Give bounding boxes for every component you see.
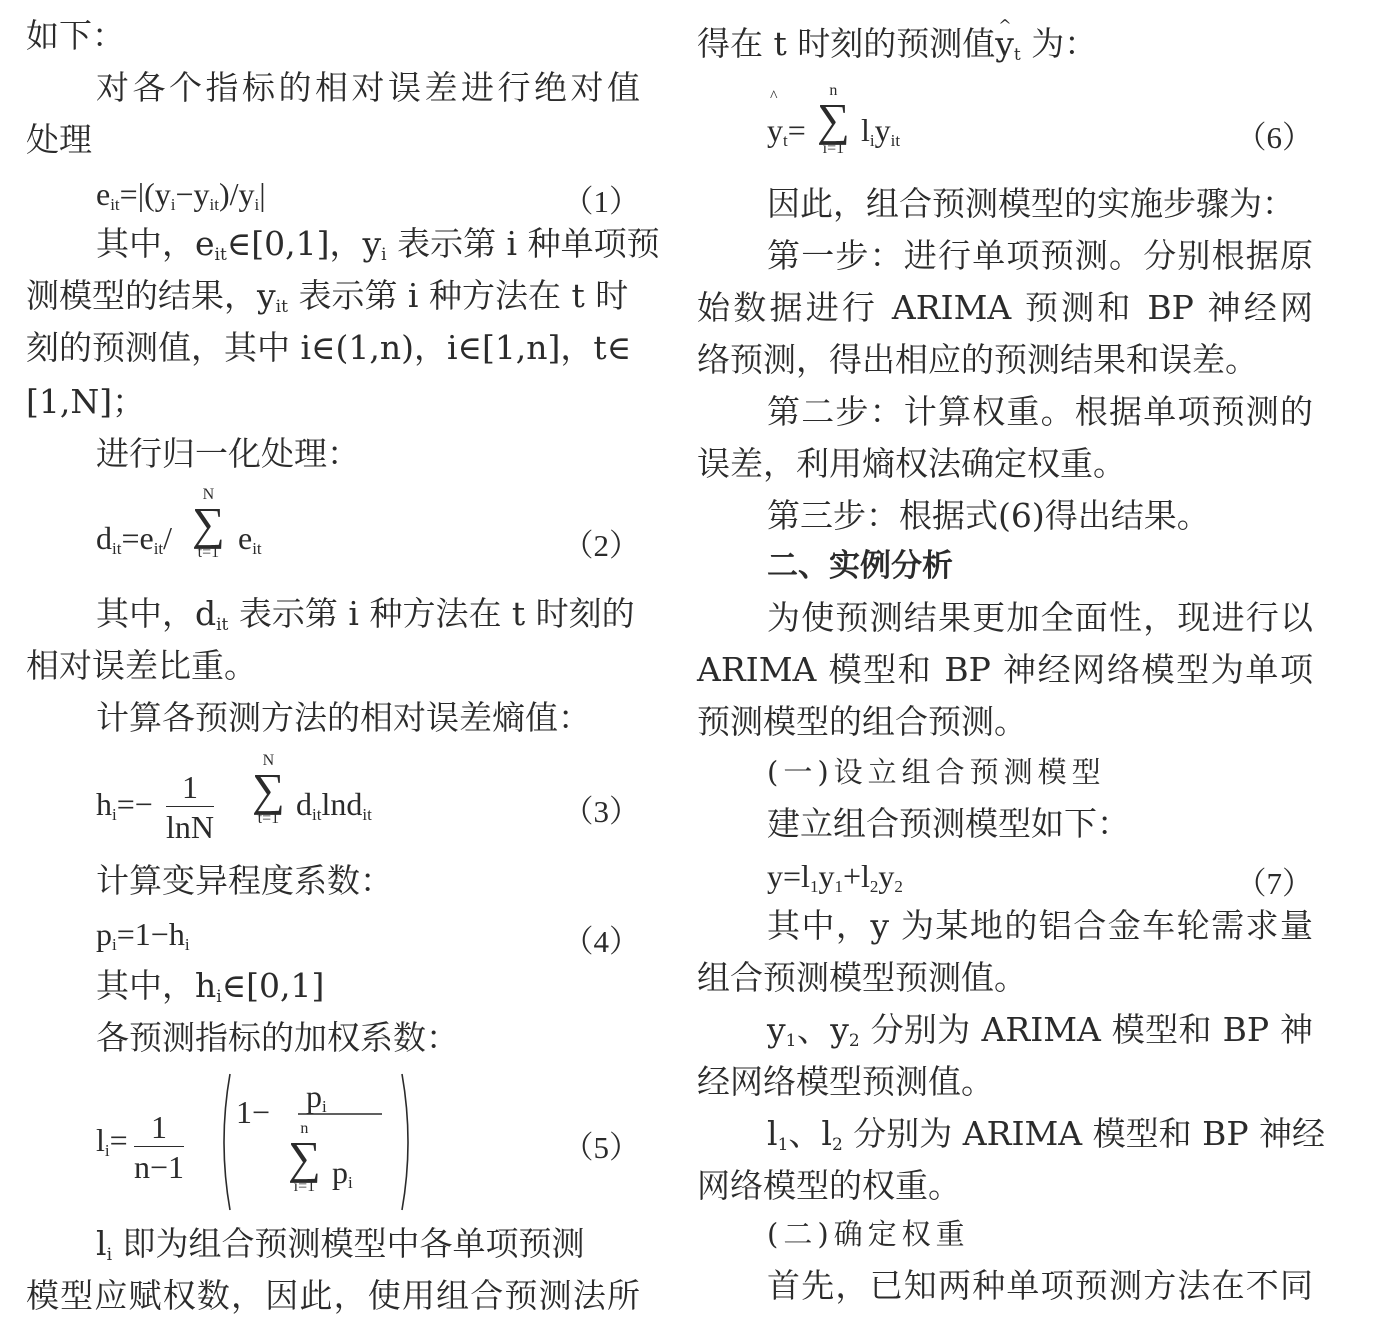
text-line: 第三步：根据式(6)得出结果。 — [767, 496, 1210, 535]
equation-4: $p_i=1-h_i$ （4） — [96, 916, 640, 959]
text-line: 计算各预测方法的相对误差熵值： — [96, 698, 591, 737]
equation-2: $d_{it}=e_{it}/$ N ∑ t=1 $e_{it}$ （2） — [96, 486, 640, 563]
text-line: 进行归一化处理： — [96, 434, 360, 473]
text-line: 刻的预测值，其中 i∈(1,n)，i∈[1,n]，t∈ — [26, 328, 632, 367]
equation-number: （1） — [562, 184, 640, 219]
text-line: 络预测，得出相应的预测结果和误差。 — [697, 340, 1258, 379]
equation-5: $l_i=$ $\frac{1}{n-1}$ 1− $p_i$ n ∑ i=1 $p_i$ （5） — [26, 1070, 640, 1215]
text-line: 其中，$e_{it}\in[0,1]$，$y_i$ 表示第 i 种单项预 — [96, 224, 660, 265]
text-line: 首先，已知两种单项预测方法在不同 — [767, 1266, 1313, 1305]
equation-number: （2） — [562, 528, 640, 563]
equation-number: （4） — [562, 924, 640, 959]
subsection-heading: (二)确定权重 — [767, 1217, 970, 1251]
text-line: 第二步：计算权重。根据单项预测的 — [767, 392, 1313, 431]
text-line: 相对误差比重。 — [26, 646, 257, 685]
text-line: [1,N]； — [26, 382, 146, 421]
text-line: ARIMA 模型和 BP 神经网络模型为单项 — [697, 650, 1313, 689]
text-line: 网络模型的权重。 — [697, 1166, 961, 1205]
text-line: $l_i$ 即为组合预测模型中各单项预测 — [96, 1224, 585, 1265]
text-line: 对各个指标的相对误差进行绝对值 — [96, 68, 640, 107]
equation-1: $e_{it}=|(y_i-y_{it})/y_i|$ （1） — [96, 176, 640, 219]
text-line: 模型应赋权数，因此，使用组合预测法所 — [26, 1276, 640, 1315]
equation-number: （7） — [1235, 866, 1313, 901]
text-line: 误差，利用熵权法确定权重。 — [697, 444, 1126, 483]
equation-3: $h_i=-$ $\frac{1}{\ln N}$ N ∑ t=1 $d_{it}\ln d_{it}$ （3） — [96, 752, 640, 845]
text-line: 因此，组合预测模型的实施步骤为： — [767, 184, 1295, 223]
equation-number: （5） — [562, 1130, 640, 1165]
equation-number: （6） — [1235, 120, 1313, 155]
text-line: 其中，$d_{it}$ 表示第 i 种方法在 t 时刻的 — [96, 594, 635, 635]
text-line: 第一步：进行单项预测。分别根据原 — [767, 236, 1313, 275]
subsection-heading: (一)设立组合预测模型 — [767, 755, 1106, 789]
text-line: 处理 — [26, 120, 92, 159]
text-line: 组合预测模型预测值。 — [697, 958, 1027, 997]
text-line: 如下： — [26, 16, 125, 55]
text-line: 始数据进行 ARIMA 预测和 BP 神经网 — [697, 288, 1313, 327]
text-line: 预测模型的组合预测。 — [697, 702, 1027, 741]
text-line: 其中，$h_i\in[0,1]$ — [96, 966, 325, 1007]
text-line: 建立组合预测模型如下： — [767, 804, 1130, 843]
section-heading: 二、实例分析 — [767, 548, 953, 584]
text-line: 得在 t 时刻的预测值^ $y_t$ 为： — [697, 18, 1313, 70]
text-line: 测模型的结果，$y_{it}$ 表示第 i 种方法在 t 时 — [26, 276, 629, 317]
text-line: 其中，y 为某地的铝合金车轮需求量 — [767, 906, 1313, 945]
equation-number: （3） — [562, 794, 640, 829]
text-line: $y_1$、$y_2$ 分别为 ARIMA 模型和 BP 神 — [767, 1010, 1313, 1051]
text-line: 经网络模型预测值。 — [697, 1062, 994, 1101]
equation-6: ^ $y_t=$ n ∑ i=1 $l_iy_{it}$ （6） — [697, 82, 1313, 177]
text-line: 各预测指标的加权系数： — [96, 1018, 459, 1057]
text-line: 计算变异程度系数： — [96, 861, 393, 900]
text-line: $l_1$、$l_2$ 分别为 ARIMA 模型和 BP 神经 — [767, 1114, 1326, 1155]
text-line: 为使预测结果更加全面性，现进行以 — [767, 598, 1313, 637]
equation-7: $y=l_1y_1+l_2y_2$ （7） — [767, 858, 1313, 901]
